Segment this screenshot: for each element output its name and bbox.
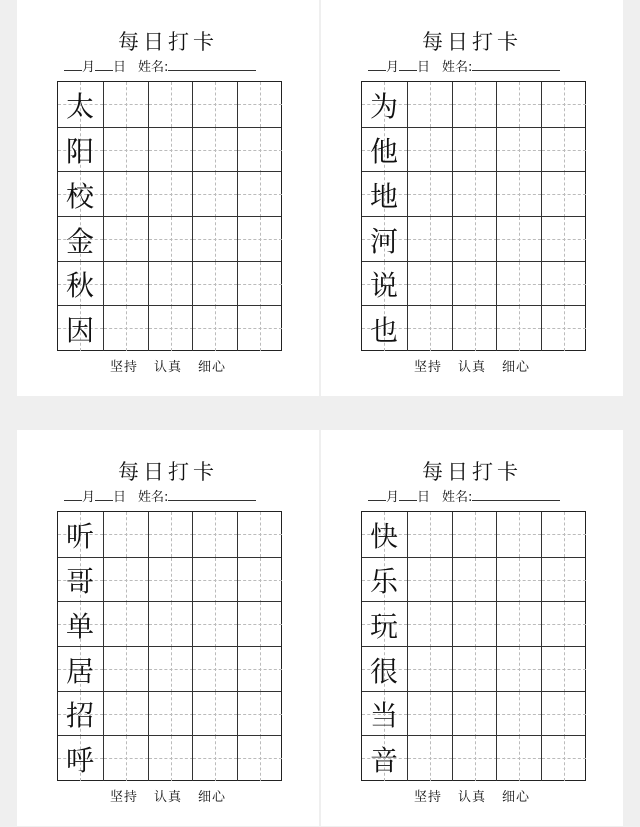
practice-cell[interactable] — [407, 128, 452, 173]
name-blank[interactable] — [168, 488, 256, 501]
practice-cell[interactable] — [148, 692, 193, 737]
practice-cell[interactable] — [148, 82, 193, 127]
day-blank[interactable] — [399, 488, 417, 501]
practice-cell[interactable] — [407, 217, 452, 262]
practice-cell[interactable] — [192, 262, 237, 307]
practice-cell[interactable] — [148, 128, 193, 173]
practice-cell[interactable] — [148, 736, 193, 781]
grid-row — [58, 305, 281, 351]
motto-persist: 坚持 — [413, 360, 442, 375]
grid-row — [58, 735, 281, 781]
grid-row — [362, 216, 585, 262]
practice-cell[interactable] — [148, 512, 193, 557]
grid-row — [58, 216, 281, 262]
sheet-bottom-left — [17, 430, 319, 826]
grid-row — [58, 261, 281, 307]
model-character: 他 — [369, 135, 398, 169]
practice-cell[interactable] — [541, 647, 586, 692]
practice-cell[interactable] — [192, 82, 237, 127]
grid-row — [58, 646, 281, 692]
practice-cell[interactable] — [237, 217, 282, 262]
model-character: 乐 — [369, 565, 398, 599]
practice-cell[interactable] — [541, 217, 586, 262]
practice-cell[interactable] — [237, 172, 282, 217]
practice-cell[interactable] — [192, 128, 237, 173]
sheet-title: 每日打卡 — [118, 460, 218, 484]
practice-cell[interactable] — [103, 172, 148, 217]
grid-row — [58, 82, 281, 127]
practice-cell[interactable] — [148, 558, 193, 603]
practice-cell[interactable] — [452, 82, 497, 127]
practice-cell[interactable] — [237, 558, 282, 603]
practice-cell[interactable] — [237, 647, 282, 692]
practice-cell[interactable] — [541, 512, 586, 557]
grid-row — [362, 601, 585, 647]
practice-cell[interactable] — [496, 82, 541, 127]
motto-serious: 认真 — [457, 360, 486, 375]
month-label: 月 — [386, 490, 400, 505]
practice-cell[interactable] — [192, 647, 237, 692]
date-name-line — [368, 56, 560, 75]
practice-cell[interactable] — [496, 602, 541, 647]
model-character: 居 — [65, 654, 94, 688]
day-label: 日 — [113, 490, 127, 505]
practice-cell[interactable] — [452, 128, 497, 173]
writing-grid — [361, 511, 586, 781]
sheet-title: 每日打卡 — [422, 460, 522, 484]
model-character: 快 — [369, 519, 398, 553]
model-character: 哥 — [65, 565, 94, 599]
model-character: 说 — [369, 269, 398, 303]
practice-cell[interactable] — [192, 736, 237, 781]
day-label: 日 — [417, 60, 431, 75]
model-character: 单 — [65, 609, 94, 643]
model-character: 秋 — [65, 269, 94, 303]
grid-row — [362, 171, 585, 217]
practice-cell[interactable] — [452, 306, 497, 351]
model-character: 金 — [65, 224, 94, 258]
practice-cell[interactable] — [192, 558, 237, 603]
practice-cell[interactable] — [103, 82, 148, 127]
grid-row — [362, 305, 585, 351]
model-character: 听 — [65, 519, 94, 553]
practice-cell[interactable] — [407, 647, 452, 692]
grid-row — [362, 691, 585, 737]
grid-row — [362, 82, 585, 127]
practice-cell[interactable] — [452, 262, 497, 307]
practice-cell[interactable] — [103, 512, 148, 557]
model-character: 玩 — [369, 609, 398, 643]
practice-cell[interactable] — [541, 558, 586, 603]
day-blank[interactable] — [95, 58, 113, 71]
practice-cell[interactable] — [407, 82, 452, 127]
grid-row — [58, 691, 281, 737]
grid-row — [58, 601, 281, 647]
model-character: 为 — [369, 89, 398, 123]
day-blank[interactable] — [399, 58, 417, 71]
practice-cell[interactable] — [496, 306, 541, 351]
grid-row — [362, 735, 585, 781]
writing-grid — [57, 511, 282, 781]
practice-cell[interactable] — [237, 736, 282, 781]
writing-grid — [361, 81, 586, 351]
month-blank[interactable] — [64, 58, 82, 71]
grid-row — [362, 646, 585, 692]
practice-cell[interactable] — [541, 602, 586, 647]
practice-cell[interactable] — [452, 217, 497, 262]
model-character: 音 — [369, 743, 398, 777]
practice-cell[interactable] — [103, 736, 148, 781]
model-character: 呼 — [65, 743, 94, 777]
grid-row — [58, 512, 281, 557]
sheet-title: 每日打卡 — [118, 30, 218, 54]
practice-cell[interactable] — [407, 262, 452, 307]
motto-careful: 细心 — [502, 790, 531, 805]
practice-cell[interactable] — [103, 558, 148, 603]
model-character: 地 — [369, 179, 398, 213]
model-character: 阳 — [65, 135, 94, 169]
motto-footer — [17, 356, 319, 375]
practice-cell[interactable] — [452, 512, 497, 557]
day-label: 日 — [417, 490, 431, 505]
motto-persist: 坚持 — [109, 360, 138, 375]
model-character: 太 — [65, 89, 94, 123]
practice-cell[interactable] — [496, 512, 541, 557]
grid-row — [362, 261, 585, 307]
practice-cell[interactable] — [496, 217, 541, 262]
name-blank[interactable] — [168, 58, 256, 71]
motto-careful: 细心 — [198, 360, 227, 375]
grid-row — [58, 171, 281, 217]
motto-persist: 坚持 — [109, 790, 138, 805]
grid-row — [362, 557, 585, 603]
name-label: 姓名: — [442, 60, 473, 75]
model-character: 河 — [369, 224, 398, 258]
practice-cell[interactable] — [407, 736, 452, 781]
writing-grid — [57, 81, 282, 351]
month-blank[interactable] — [64, 488, 82, 501]
month-blank[interactable] — [368, 488, 386, 501]
model-character: 当 — [369, 699, 398, 733]
practice-cell[interactable] — [237, 692, 282, 737]
practice-cell[interactable] — [148, 602, 193, 647]
sheet-title: 每日打卡 — [422, 30, 522, 54]
motto-serious: 认真 — [457, 790, 486, 805]
practice-cell[interactable] — [541, 128, 586, 173]
practice-cell[interactable] — [496, 128, 541, 173]
model-character: 也 — [369, 313, 398, 347]
practice-cell[interactable] — [192, 512, 237, 557]
practice-cell[interactable] — [148, 647, 193, 692]
practice-cell[interactable] — [192, 602, 237, 647]
practice-cell[interactable] — [452, 558, 497, 603]
grid-row — [58, 127, 281, 173]
practice-cell[interactable] — [407, 692, 452, 737]
practice-cell[interactable] — [237, 602, 282, 647]
practice-cell[interactable] — [407, 172, 452, 217]
practice-cell[interactable] — [237, 512, 282, 557]
practice-cell[interactable] — [541, 736, 586, 781]
sheet-top-right — [321, 0, 623, 396]
sheet-bottom-right — [321, 430, 623, 826]
name-blank[interactable] — [472, 58, 560, 71]
practice-cell[interactable] — [541, 82, 586, 127]
motto-serious: 认真 — [153, 790, 182, 805]
motto-serious: 认真 — [153, 360, 182, 375]
motto-careful: 细心 — [502, 360, 531, 375]
practice-cell[interactable] — [541, 692, 586, 737]
month-blank[interactable] — [368, 58, 386, 71]
practice-cell[interactable] — [496, 647, 541, 692]
grid-row — [362, 127, 585, 173]
practice-cell[interactable] — [192, 217, 237, 262]
month-label: 月 — [82, 490, 96, 505]
practice-cell[interactable] — [407, 512, 452, 557]
practice-cell[interactable] — [496, 692, 541, 737]
name-label: 姓名: — [138, 490, 169, 505]
practice-cell[interactable] — [237, 306, 282, 351]
motto-careful: 细心 — [198, 790, 227, 805]
practice-cell[interactable] — [192, 306, 237, 351]
practice-cell[interactable] — [192, 692, 237, 737]
practice-cell[interactable] — [496, 736, 541, 781]
practice-cell[interactable] — [148, 172, 193, 217]
model-character: 招 — [65, 699, 94, 733]
practice-cell[interactable] — [148, 262, 193, 307]
practice-cell[interactable] — [541, 306, 586, 351]
practice-cell[interactable] — [452, 172, 497, 217]
practice-cell[interactable] — [103, 306, 148, 351]
model-character: 因 — [65, 313, 94, 347]
practice-cell[interactable] — [452, 692, 497, 737]
day-blank[interactable] — [95, 488, 113, 501]
grid-row — [362, 512, 585, 557]
grid-row — [58, 557, 281, 603]
practice-cell[interactable] — [496, 172, 541, 217]
motto-footer — [321, 786, 623, 805]
name-label: 姓名: — [138, 60, 169, 75]
date-name-line — [368, 486, 560, 505]
month-label: 月 — [386, 60, 400, 75]
practice-cell[interactable] — [103, 602, 148, 647]
practice-cell[interactable] — [192, 172, 237, 217]
practice-cell[interactable] — [496, 262, 541, 307]
motto-footer — [17, 786, 319, 805]
model-character: 校 — [65, 179, 94, 213]
practice-cell[interactable] — [541, 172, 586, 217]
practice-cell[interactable] — [148, 217, 193, 262]
practice-cell[interactable] — [452, 647, 497, 692]
model-character: 很 — [369, 654, 398, 688]
day-label: 日 — [113, 60, 127, 75]
practice-cell[interactable] — [452, 602, 497, 647]
date-name-line — [64, 56, 256, 75]
practice-cell[interactable] — [103, 217, 148, 262]
practice-cell[interactable] — [407, 558, 452, 603]
practice-cell[interactable] — [237, 262, 282, 307]
month-label: 月 — [82, 60, 96, 75]
name-label: 姓名: — [442, 490, 473, 505]
motto-footer — [321, 356, 623, 375]
motto-persist: 坚持 — [413, 790, 442, 805]
practice-cell[interactable] — [237, 128, 282, 173]
practice-cell[interactable] — [407, 602, 452, 647]
practice-cell[interactable] — [103, 647, 148, 692]
date-name-line — [64, 486, 256, 505]
practice-cell[interactable] — [496, 558, 541, 603]
practice-cell[interactable] — [103, 692, 148, 737]
name-blank[interactable] — [472, 488, 560, 501]
sheet-top-left — [17, 0, 319, 396]
practice-cell[interactable] — [103, 128, 148, 173]
practice-cell[interactable] — [148, 306, 193, 351]
practice-cell[interactable] — [103, 262, 148, 307]
practice-cell[interactable] — [407, 306, 452, 351]
practice-cell[interactable] — [452, 736, 497, 781]
practice-cell[interactable] — [237, 82, 282, 127]
practice-cell[interactable] — [541, 262, 586, 307]
